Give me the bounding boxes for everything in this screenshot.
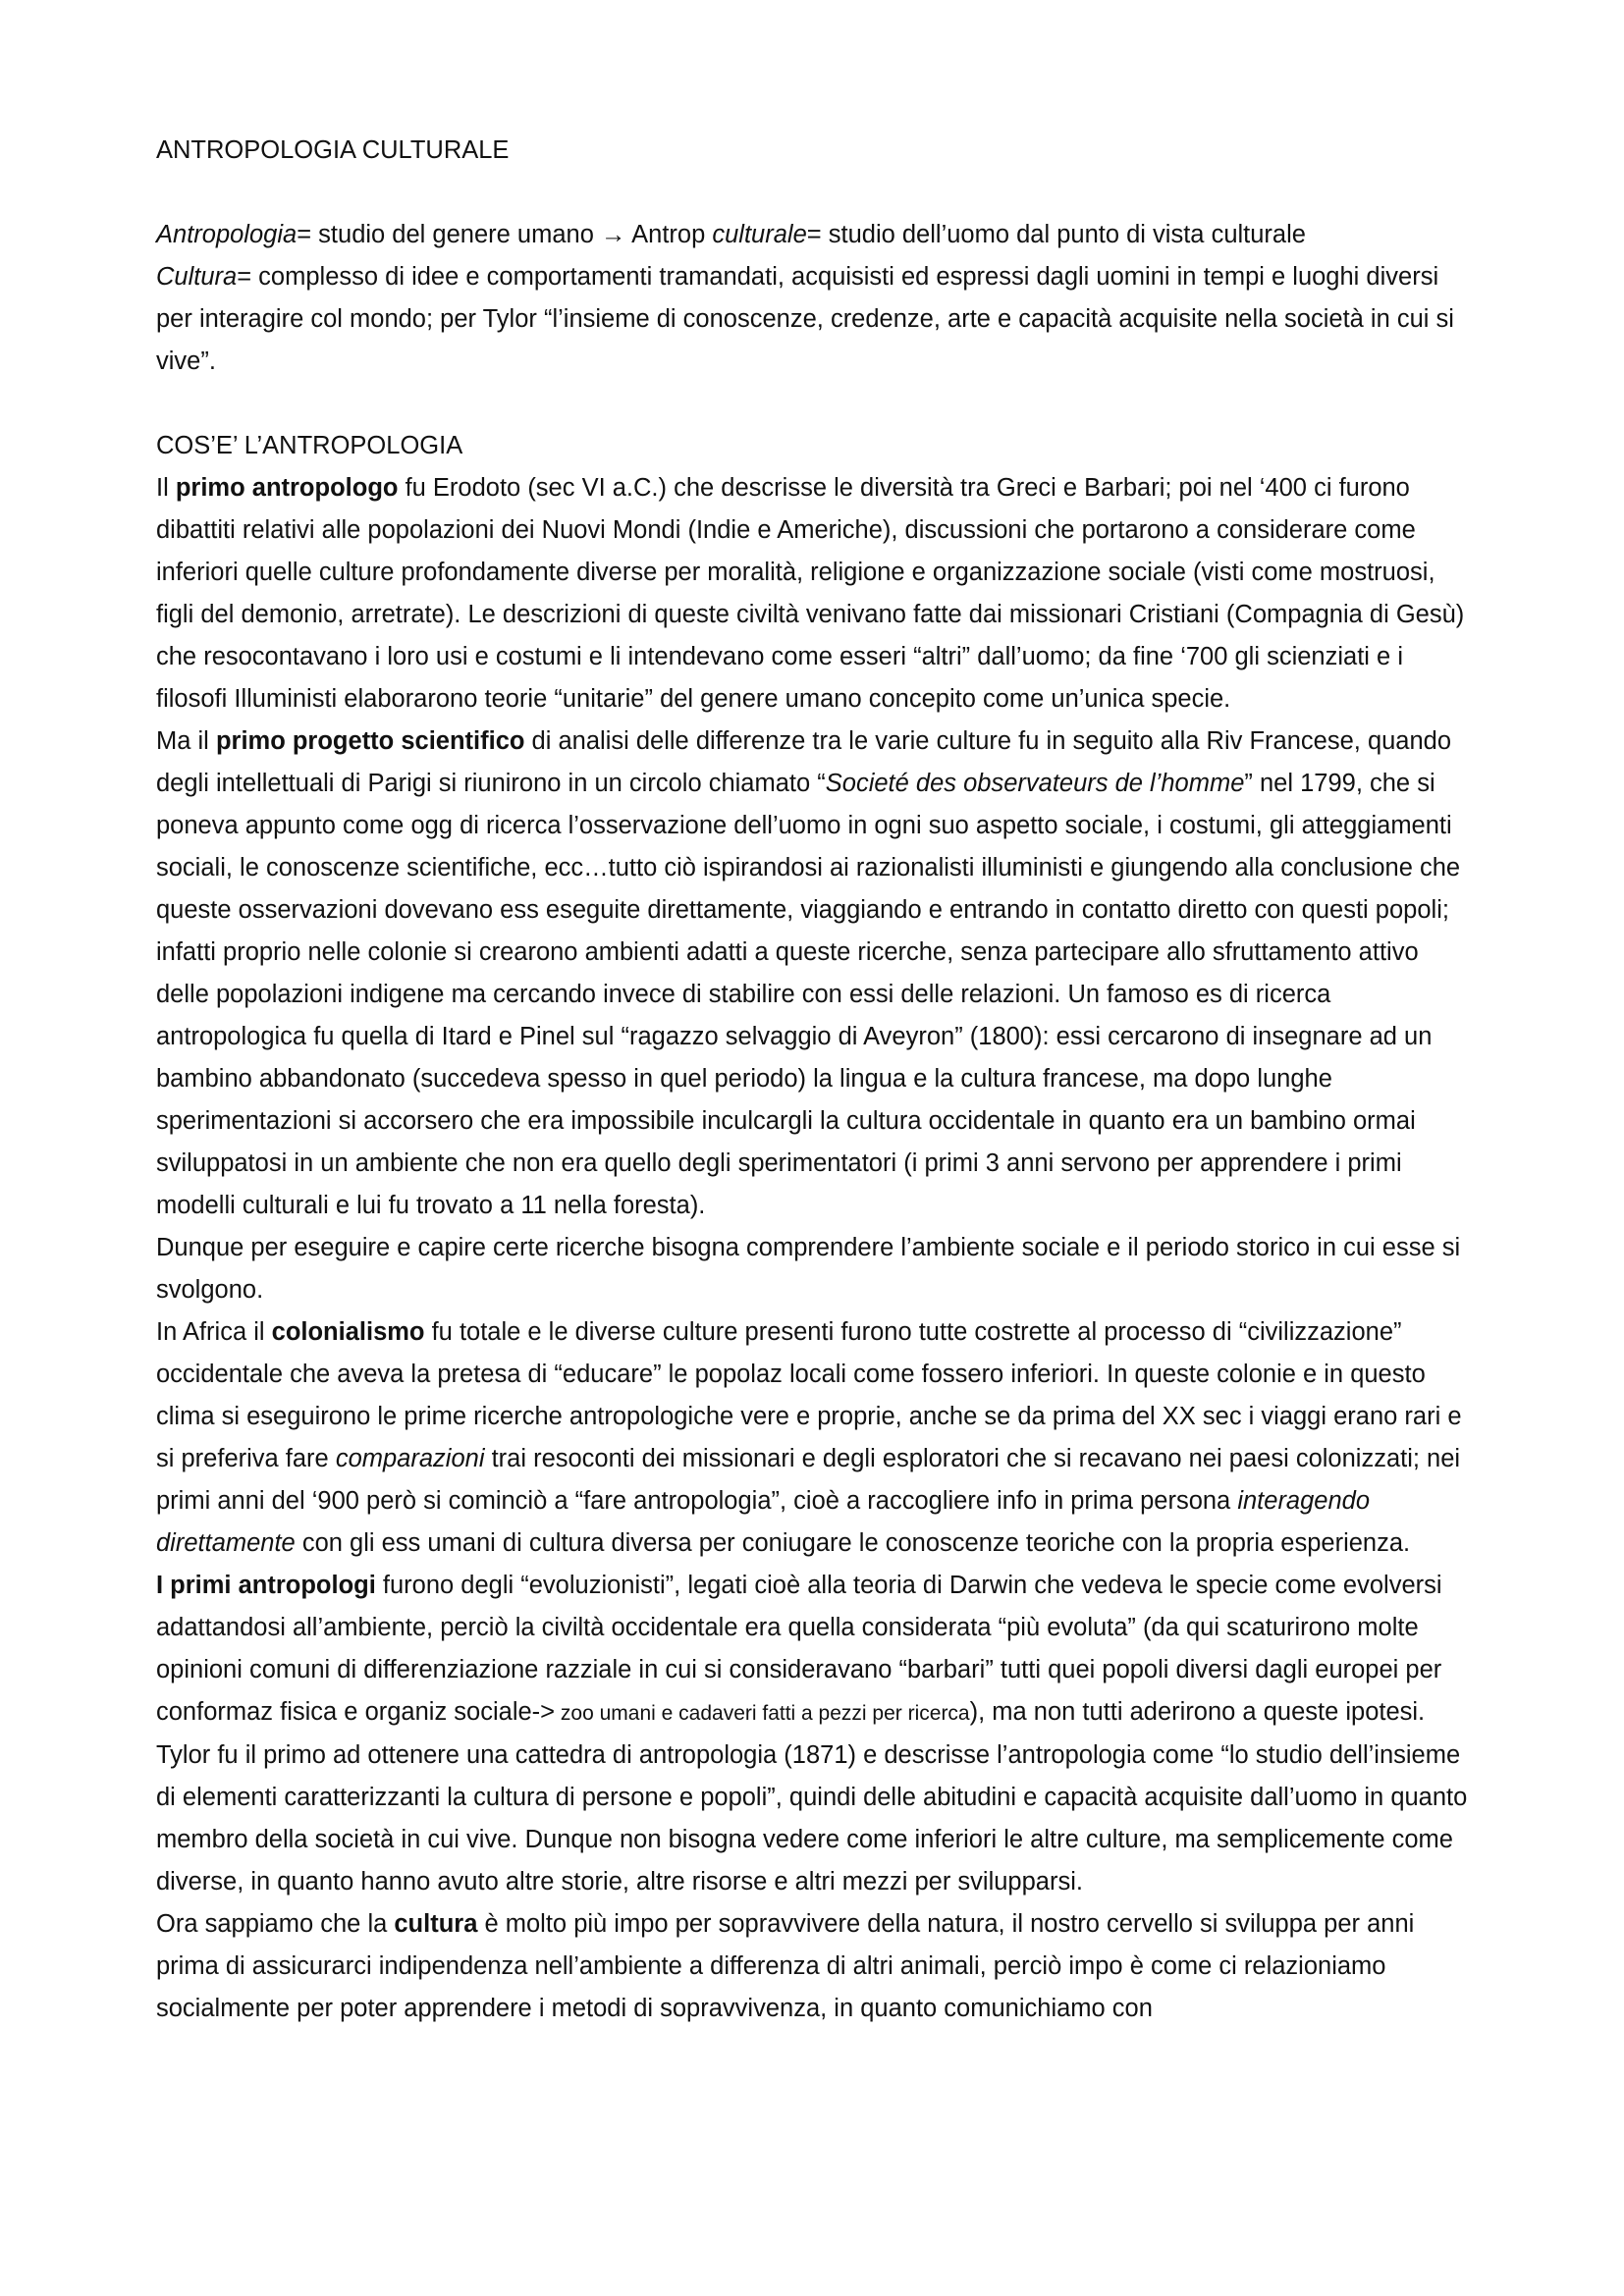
paragraph-scientific-project: Ma il primo progetto scientifico di analisi delle differenze tra le varie culture fu in seguito alla Riv Francese, quando degli intellettuali di Parigi si riunirono in un circolo chiamato “Societé des observateurs de l’homme” nel 1799, che si poneva appunto come ogg di ricerca l’osservazione dell’uomo in ogni suo aspetto sociale, i costumi, gli atteggiamenti sociali, le conoscenze scientifiche, ecc…tutto ciò ispirandosi ai razionalisti illuministi e giungendo alla conclusione che queste osservazioni dovevano ess eseguite direttamente, viaggiando e entrando in contatto diretto con questi popoli; infatti proprio nelle colonie si crearono ambienti adatti a queste ricerche, senza partecipare allo sfruttamento attivo delle popolazioni indigene ma cercando invece di stabilire con essi delle relazioni. Un famoso es di ricerca antropologica fu quella di Itard e Pinel sul “ragazzo selvaggio di Aveyron” (1800): essi cercarono di insegnare ad un bambino abbandonato (succedeva spesso in quel periodo) la lingua e la cultura francese, ma dopo lunghe sperimentazioni si accorsero che era impossibile inculcargli la cultura occidentale in quanto era un bambino ormai sviluppatosi in un ambiente che non era quello degli sperimentatori (i primi 3 anni servono per apprendere i primi modelli culturali e lui fu trovato a 11 nella foresta). — [156, 727, 1461, 1219]
arrow-right-icon: → — [600, 221, 626, 248]
bold-primo-progetto-scientifico: primo progetto scientifico — [215, 727, 525, 755]
paragraph-first-anthropologist: Il primo antropologo fu Erodoto (sec VI a.C.) che descrisse le diversità tra Greci e Barbari; poi nel ‘400 ci furono dibattiti relativi alle popolazioni dei Nuovi Mondi (Indie e Americhe), discussioni che portarono a considerare come inferiori quelle culture profondamente diverse per moralità, religione e organizzazione sociale (visti come mostruosi, figli del demonio, arretrate). Le descrizioni di queste civiltà venivano fatte dai missionari Cristiani (Compagnia di Gesù) che resocontavano i loro usi e costumi e li intendevano come esseri “altri” dall’uomo; da fine ‘700 gli scienziati e i filosofi Illuministi elaborarono teorie “unitarie” del genere umano concepito come un’unica specie. — [156, 474, 1465, 713]
bold-primo-antropologo: primo antropologo — [175, 474, 399, 502]
paragraph-colonialism: In Africa il colonialismo fu totale e le diverse culture presenti furono tutte costrette al processo di “civilizzazione” occidentale che aveva la pretesa di “educare” le popolaz locali come fossero inferiori. In queste colonie e in questo clima si eseguirono le prime ricerche antropologiche vere e proprie, anche se da prima del XX sec i viaggi erano rari e si preferiva fare comparazioni trai resoconti dei missionari e degli esploratori che si recavano nei paesi colonizzati; nei primi anni del ‘900 però si cominciò a “fare antropologia”, cioè a raccogliere info in prima persona interagendo direttamente con gli ess umani di cultura diversa per coniugare le conoscenze teoriche con la propria esperienza. — [156, 1318, 1462, 1557]
bold-colonialismo: colonialismo — [271, 1318, 425, 1346]
term-antropologia: Antropologia — [156, 221, 298, 248]
italic-societe: Societé des observateurs de l’homme — [825, 770, 1245, 797]
intro-definition-culture: Cultura= complesso di idee e comportamenti tramandati, acquisisti ed espressi dagli uomini in tempi e luoghi diversi per interagire col mondo; per Tylor “l’insieme di conoscenze, credenze, arte e capacità acquisite nella società in cui si vive”. — [156, 263, 1454, 375]
italic-comparazioni: comparazioni — [335, 1445, 485, 1472]
arrow-glyph: > — [540, 1698, 556, 1726]
spacer — [156, 383, 1477, 425]
term-culturale: culturale — [712, 221, 807, 248]
italic-interagendo: interagendo direttamente — [156, 1487, 1371, 1557]
bold-cultura: cultura — [394, 1910, 478, 1938]
bold-primi-antropologi: I primi antropologi — [156, 1572, 376, 1599]
paragraph-social-context: Dunque per eseguire e capire certe ricerche bisogna comprendere l’ambiente sociale e il periodo storico in cui esse si svolgono. — [156, 1234, 1461, 1304]
document-page — [156, 130, 1477, 2030]
paragraph-evolutionists: I primi antropologi furono degli “evoluzionisti”, legati cioè alla teoria di Darwin che vedeva le specie come evolversi adattandosi all’ambiente, perciò la civiltà occidentale era quella considerata “più evoluta” (da qui scaturirono molte opinioni comuni di differenziazione razziale in cui si consideravano “barbari” tutti quei popoli diversi dagli europei per conformaz fisica e organiz sociale-> zoo umani e cadaveri fatti a pezzi per ricerca), ma non tutti aderirono a queste ipotesi. Tylor fu il primo ad ottenere una cattedra di antropologia (1871) e descrisse l’antropologia come “lo studio dell’insieme di elementi caratterizzanti la cultura di persone e popoli”, quindi delle abitudini e capacità acquisite dall’uomo in quanto membro della società in cui vive. Dunque non bisogna vedere come inferiori le altre culture, ma semplicemente come diverse, in quanto hanno avuto altre storie, altre risorse e altri mezzi per svilupparsi. — [156, 1572, 1468, 1896]
term-cultura: Cultura — [156, 263, 238, 291]
paragraph-culture-importance: Ora sappiamo che la cultura è molto più impo per sopravvivere della natura, il nostro cervello si sviluppa per anni prima di assicurarci indipendenza nell’ambiente a differenza di altri animali, perciò impo è come ci relazioniamo socialmente per poter apprendere i metodi di sopravvivenza, in quanto comunichiamo con — [156, 1910, 1415, 2022]
small-note: zoo umani e cadaveri fatti a pezzi per ricerca — [555, 1702, 970, 1725]
section-heading: COS’E’ L’ANTROPOLOGIA — [156, 432, 463, 459]
document-title: ANTROPOLOGIA CULTURALE — [156, 136, 510, 164]
intro-definition-anthropology: Antropologia= studio del genere umano → Antrop culturale= studio dell’uomo dal punto di vista culturale — [156, 221, 1306, 248]
spacer — [156, 172, 1477, 214]
